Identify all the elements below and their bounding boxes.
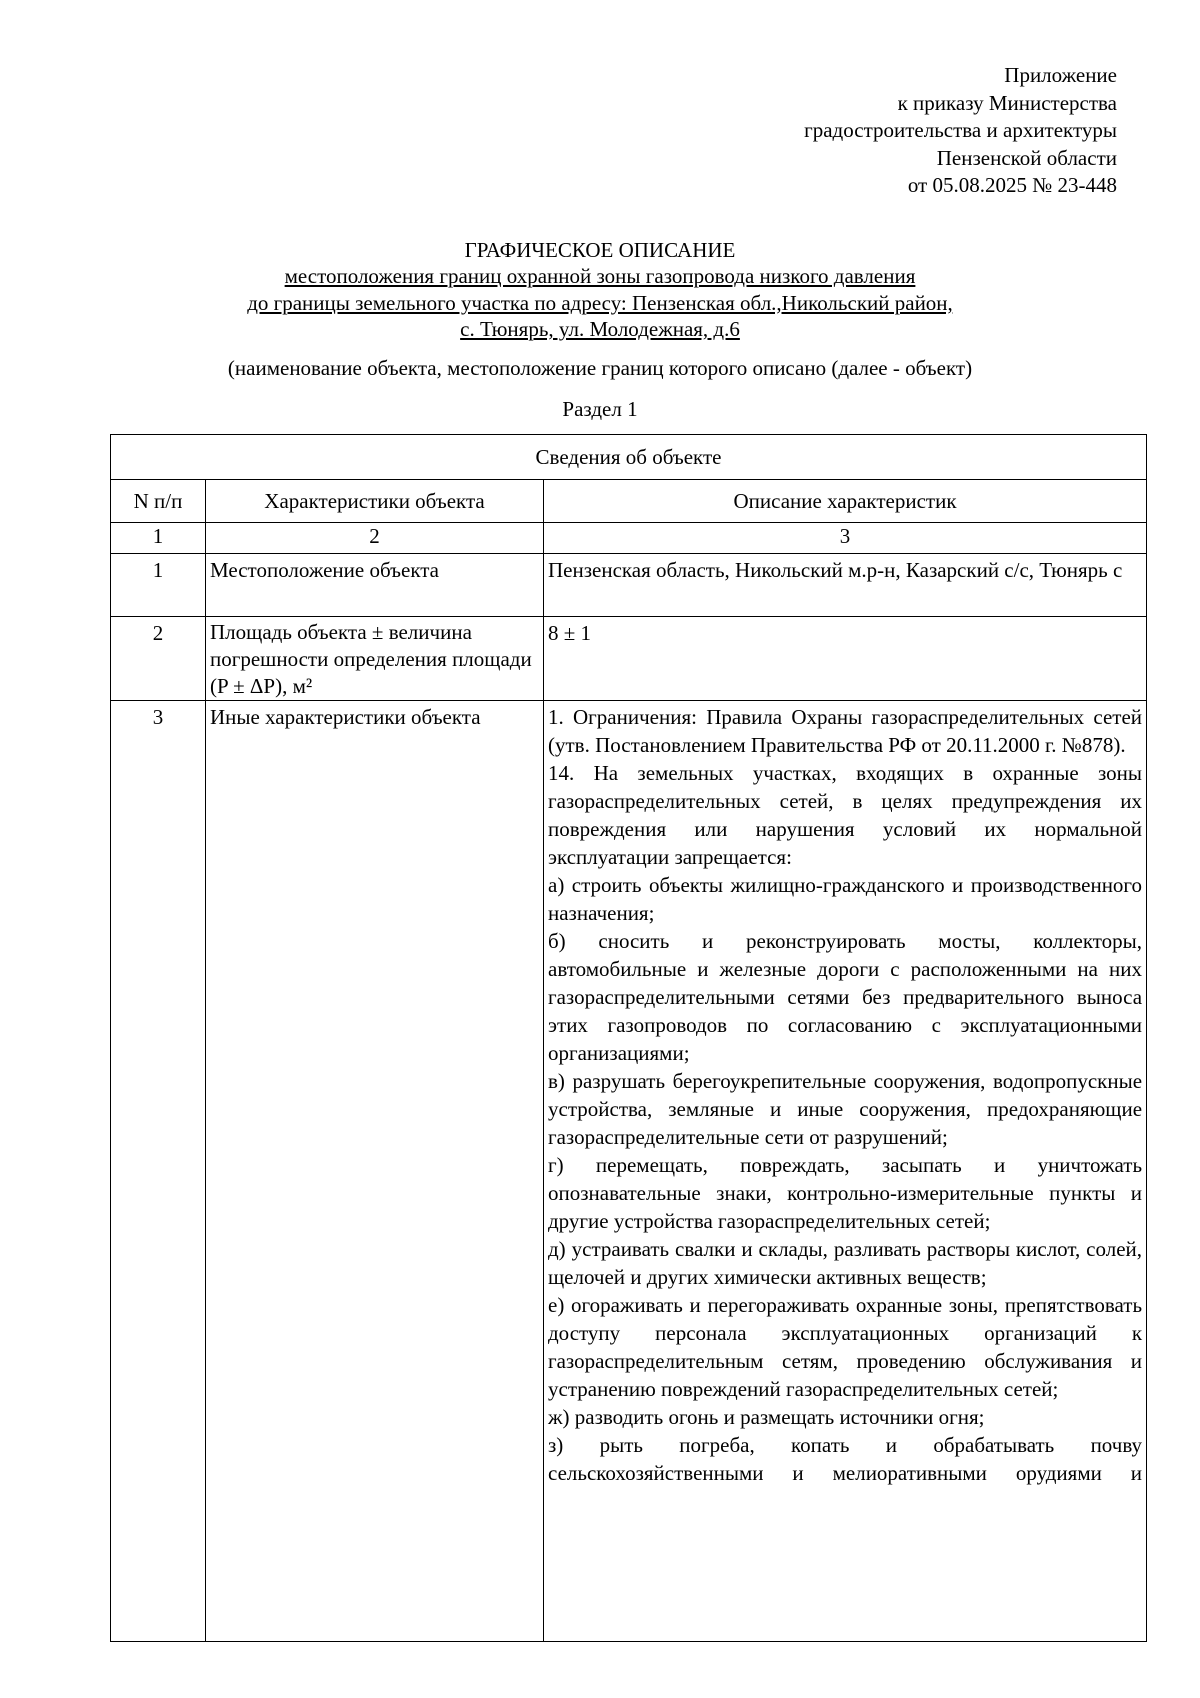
subtitle-line: с. Тюнярь, ул. Молодежная, д.6 <box>460 317 740 341</box>
column-number: 2 <box>206 523 544 554</box>
row-characteristic: Местоположение объекта <box>206 554 544 617</box>
appendix-date-line: от 05.08.2025 № 23-448 <box>907 173 1117 197</box>
column-number: 3 <box>544 523 1147 554</box>
restriction-paragraph: д) устраивать свалки и склады, разливать растворы кислот, солей, щелочей и других химически активных веществ; <box>548 1237 1143 1289</box>
table-row <box>111 554 1147 617</box>
column-number: 1 <box>111 523 206 554</box>
row-number: 2 <box>111 617 206 701</box>
table-row <box>111 701 1147 1642</box>
restriction-paragraph: б) сносить и реконструировать мосты, коллекторы, автомобильные и железные дороги с расположенными на них газораспределительными сетями без предварительного выноса этих газопроводов по согласованию с эксплуатационными организациями; <box>548 929 1143 1065</box>
row-description: Пензенская область, Никольский м.р-н, Казарский с/с, Тюнярь с <box>544 554 1147 617</box>
subtitle-line: до границы земельного участка по адресу: Пензенская обл.,Никольский район, <box>247 290 953 315</box>
table-header-row <box>111 435 1147 480</box>
restriction-paragraph: е) огораживать и перегораживать охранные зоны, препятствовать доступу персонала эксплуатационных организаций к газораспределительным сетям, проведению обслуживания и устранению повреждений газораспределительных сетей; <box>548 1293 1143 1401</box>
restriction-paragraph: 14. На земельных участках, входящих в охранные зоны газораспределительных сетей, в целях предупреждения их повреждения или нарушения условий их нормальной эксплуатации запрещается: <box>548 761 1143 869</box>
section-heading: Раздел 1 <box>562 397 638 421</box>
appendix-line: градостроительства и архитектуры <box>804 118 1117 142</box>
restriction-paragraph: 1. Ограничения: Правила Охраны газораспределительных сетей (утв. Постановлением Правительства РФ от 20.11.2000 г. №878). <box>548 705 1143 757</box>
row-description: 8 ± 1 <box>544 617 1147 701</box>
table-row <box>111 617 1147 701</box>
restriction-paragraph: а) строить объекты жилищно-гражданского и производственного назначения; <box>548 873 1143 925</box>
restriction-paragraph: ж) разводить огонь и размещать источники огня; <box>548 1405 985 1429</box>
column-numbers-row <box>111 523 1147 554</box>
row-number: 1 <box>111 554 206 617</box>
restriction-paragraph: з) рыть погреба, копать и обрабатывать почву сельскохозяйственными и мелиоративными орудиями и <box>548 1433 1143 1485</box>
row-characteristic: Иные характеристики объекта <box>206 701 544 1642</box>
appendix-line: Приложение <box>1004 63 1117 87</box>
row-description <box>544 701 1147 1642</box>
restriction-paragraph: в) разрушать берегоукрепительные сооружения, водопропускные устройства, земляные и иные сооружения, предохраняющие газораспределительные сети от разрушений; <box>548 1069 1143 1149</box>
column-headers-row <box>111 480 1147 523</box>
table-header: Сведения об объекте <box>111 435 1147 480</box>
document-title: ГРАФИЧЕСКОЕ ОПИСАНИЕ <box>464 238 736 262</box>
object-caption: (наименование объекта, местоположение границ которого описано (далее - объект) <box>227 356 973 380</box>
object-info-table <box>110 434 1147 1642</box>
column-header-characteristic: Характеристики объекта <box>206 480 544 523</box>
restriction-paragraph: г) перемещать, повреждать, засыпать и уничтожать опознавательные знаки, контрольно-измерительные пункты и другие устройства газораспределительных сетей; <box>548 1153 1143 1233</box>
row-characteristic: Площадь объекта ± величина погрешности определения площади (P ± ΔP), м² <box>206 617 544 701</box>
subtitle-line: местоположения границ охранной зоны газопровода низкого давления <box>284 264 916 288</box>
document-subtitle <box>0 263 1200 343</box>
appendix-line: к приказу Министерства <box>897 90 1117 115</box>
appendix-header <box>804 62 1117 200</box>
appendix-line: Пензенской области <box>936 145 1117 170</box>
column-header-number: N п/п <box>111 480 206 523</box>
row-number: 3 <box>111 701 206 1642</box>
column-header-description: Описание характеристик <box>544 480 1147 523</box>
